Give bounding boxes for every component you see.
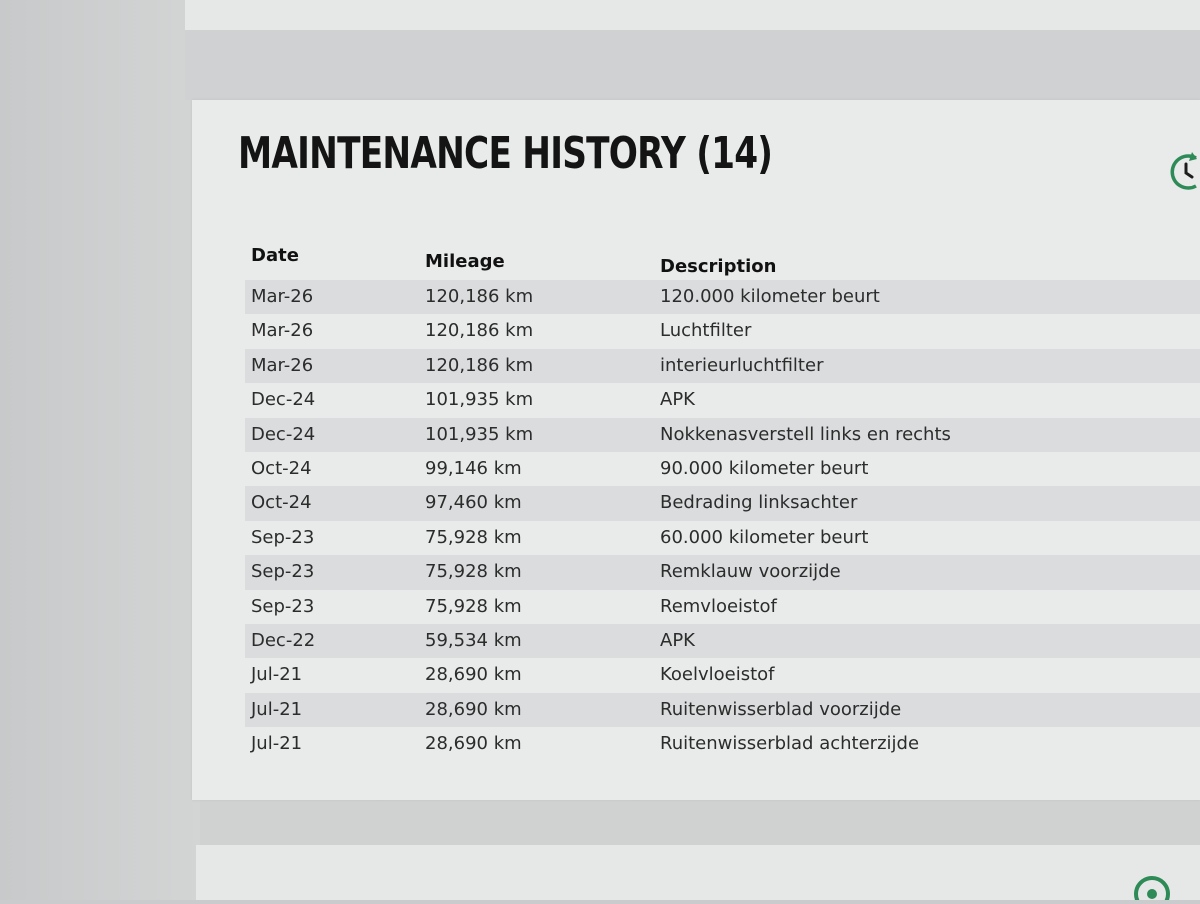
cell-date: Dec-24 xyxy=(251,423,316,445)
cell-mileage: 120,186 km xyxy=(425,354,534,376)
cell-mileage: 28,690 km xyxy=(425,733,522,755)
cell-description: APK xyxy=(660,389,695,411)
cell-description: Remklauw voorzijde xyxy=(660,561,841,583)
cell-date: Jul-21 xyxy=(251,733,303,755)
cell-description: 90.000 kilometer beurt xyxy=(660,457,869,479)
cell-description: Ruitenwisserblad voorzijde xyxy=(660,698,902,720)
table-row xyxy=(245,418,1200,452)
table-row xyxy=(245,555,1200,589)
circle-icon[interactable] xyxy=(1132,874,1172,900)
cell-mileage: 99,146 km xyxy=(425,457,522,479)
cell-mileage: 59,534 km xyxy=(425,629,522,651)
cell-mileage: 75,928 km xyxy=(425,526,522,548)
cell-description: Remvloeistof xyxy=(660,595,777,617)
cell-description: Luchtfilter xyxy=(660,320,752,342)
table-row xyxy=(245,590,1200,624)
table-row xyxy=(245,658,1200,692)
cell-date: Mar-26 xyxy=(251,354,314,376)
cell-description: 60.000 kilometer beurt xyxy=(660,526,869,548)
cell-date: Sep-23 xyxy=(251,561,315,583)
table-row xyxy=(245,521,1200,555)
cell-description: 120.000 kilometer beurt xyxy=(660,286,880,307)
header-date: Date xyxy=(251,245,299,266)
cell-date: Dec-24 xyxy=(251,389,316,411)
cell-mileage: 120,186 km xyxy=(425,286,534,307)
cell-date: Oct-24 xyxy=(251,492,312,514)
cell-mileage: 75,928 km xyxy=(425,561,522,583)
header-description: Description xyxy=(660,256,777,277)
table-row xyxy=(245,624,1200,658)
table-row xyxy=(245,727,1200,761)
cell-date: Sep-23 xyxy=(251,595,315,617)
cell-description: Koelvloeistof xyxy=(660,664,775,686)
cell-mileage: 97,460 km xyxy=(425,492,522,514)
cell-date: Jul-21 xyxy=(251,664,303,686)
card-gap xyxy=(185,30,1200,100)
cell-date: Sep-23 xyxy=(251,526,315,548)
header-mileage: Mileage xyxy=(425,251,505,272)
cell-date: Jul-21 xyxy=(251,698,303,720)
page-title: MAINTENANCE HISTORY (14) xyxy=(238,128,773,179)
cell-mileage: 28,690 km xyxy=(425,698,522,720)
maintenance-table xyxy=(245,240,1200,761)
table-row xyxy=(245,280,1200,314)
cell-mileage: 28,690 km xyxy=(425,664,522,686)
table-header xyxy=(245,240,1200,280)
cell-mileage: 101,935 km xyxy=(425,389,534,411)
cell-description: Bedrading linksachter xyxy=(660,492,858,514)
cell-description: Ruitenwisserblad achterzijde xyxy=(660,733,920,755)
left-panel xyxy=(0,0,200,900)
previous-card-edge xyxy=(185,0,1200,30)
cell-date: Mar-26 xyxy=(251,286,314,307)
cell-date: Oct-24 xyxy=(251,457,312,479)
table-row xyxy=(245,452,1200,486)
cell-date: Dec-22 xyxy=(251,629,316,651)
cell-date: Mar-26 xyxy=(251,320,314,342)
cell-mileage: 101,935 km xyxy=(425,423,534,445)
cell-mileage: 120,186 km xyxy=(425,320,534,342)
table-row xyxy=(245,486,1200,520)
cell-mileage: 75,928 km xyxy=(425,595,522,617)
cell-description: Nokkenasverstell links en rechts xyxy=(660,423,951,445)
cell-description: APK xyxy=(660,629,695,651)
cell-description: interieurluchtfilter xyxy=(660,354,824,376)
next-card-edge xyxy=(196,845,1200,900)
table-row xyxy=(245,314,1200,348)
table-row xyxy=(245,349,1200,383)
history-icon[interactable] xyxy=(1166,150,1200,194)
table-row xyxy=(245,693,1200,727)
table-row xyxy=(245,383,1200,417)
